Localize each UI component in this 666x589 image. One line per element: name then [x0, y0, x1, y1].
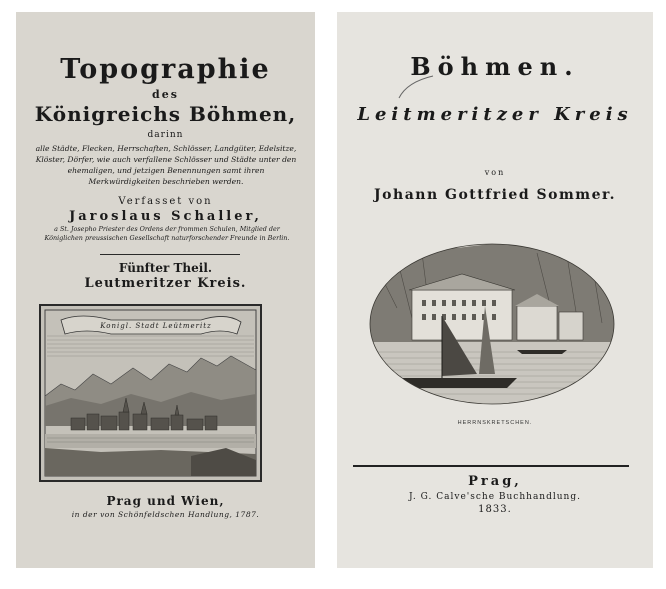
- right-page-title: Böhmen.: [410, 52, 580, 81]
- right-page-year: 1833.: [478, 504, 512, 515]
- left-page-title: Topographie: [60, 54, 271, 85]
- right-page-subtitle: Leitmeritzer Kreis: [357, 104, 633, 125]
- right-page-publisher: J. G. Calve'sche Buchhandlung.: [409, 492, 581, 502]
- left-page-divider: [100, 254, 240, 255]
- leitmeritz-engraving-art: [41, 306, 260, 480]
- right-page-divider: [353, 465, 629, 467]
- engraving-caption: HERRNSKRETSCHEN.: [457, 420, 533, 426]
- left-page-author-description: a St. Josepho Priester des Ordens der frommen Schulen, Mitglied der Königlichen preussischen Gesellschaft naturforschender Freunde in Berlin.: [44, 225, 290, 242]
- left-page-place: Prag und Wien,: [106, 494, 225, 508]
- left-page-description: alle Städte, Flecken, Herrschaften, Schlösser, Landgüter, Edelsitze, Klöster, Dörfer, wie auch verfallene Schlösser und Städte unter den ehemaligen, und jetzigen Benennungen samt ihren Merkwürdigkeiten beschrieben werden.: [35, 144, 297, 186]
- left-page-darinn: darinn: [147, 130, 184, 140]
- right-page-author: Johann Gottfried Sommer.: [374, 187, 616, 203]
- left-title-page: [16, 12, 315, 568]
- right-page-von: von: [484, 168, 506, 177]
- herrnskretschen-engraving-art: [367, 238, 617, 410]
- left-page-district: Leutmeritzer Kreis.: [84, 276, 247, 291]
- left-page-author: Jaroslaus Schaller,: [69, 209, 262, 224]
- left-page-verfasset: Verfasset von: [118, 196, 213, 207]
- herrnskretschen-engraving: [367, 238, 617, 410]
- right-title-page: [337, 12, 653, 568]
- engraving-banner-text: Konigl. Stadt Leütmeritz: [100, 322, 212, 330]
- left-page-imprint: in der von Schönfeldschen Handlung, 1787.: [71, 510, 260, 519]
- left-page-des: des: [152, 88, 179, 101]
- left-page-subtitle: Königreichs Böhmen,: [34, 102, 297, 126]
- right-page-place: Prag,: [468, 474, 522, 489]
- leitmeritz-engraving: [39, 304, 262, 482]
- left-page-part: Fünfter Theil.: [118, 261, 213, 275]
